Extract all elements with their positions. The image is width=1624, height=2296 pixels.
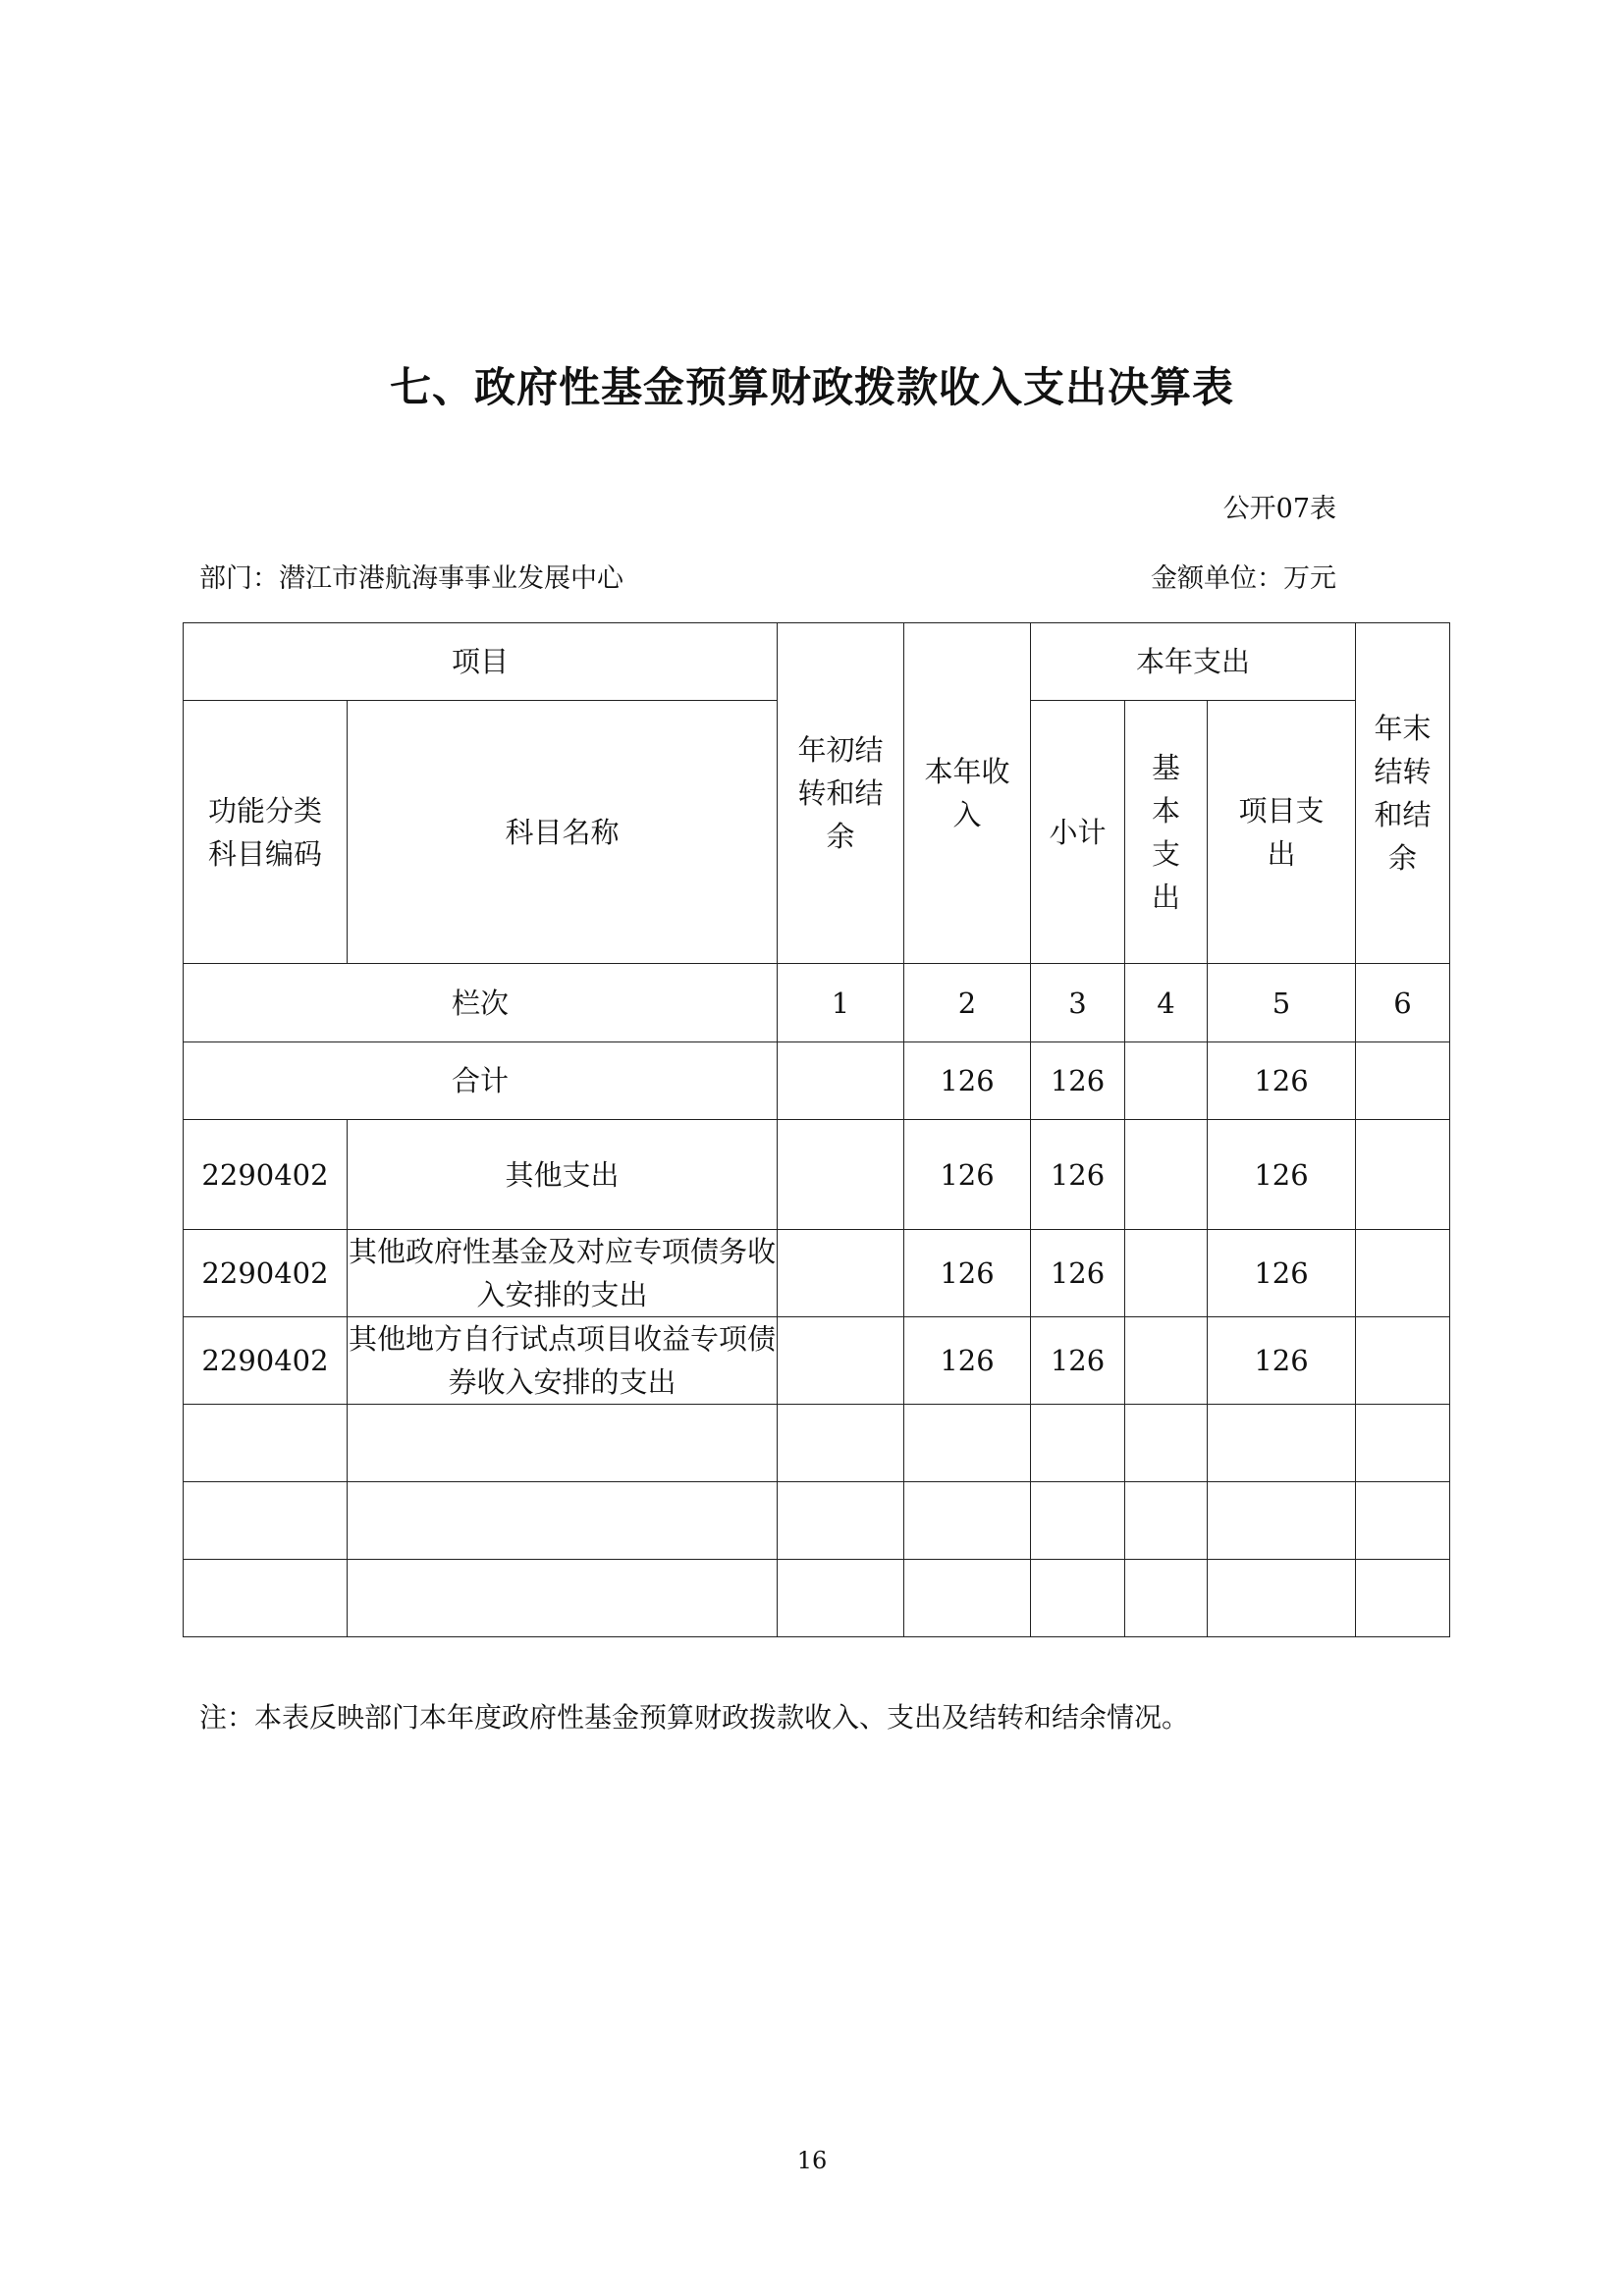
header-current-expense: 本年支出 xyxy=(1031,623,1356,701)
header-func-code-text: 功能分类科目编码 xyxy=(207,793,322,871)
header-row-1 xyxy=(184,623,1450,701)
row-income: 126 xyxy=(904,1317,1031,1405)
header-subject-name: 科目名称 xyxy=(348,701,778,964)
row-opening xyxy=(778,1230,904,1317)
final-accounts-table xyxy=(183,622,1450,1637)
row-closing xyxy=(1356,1230,1450,1317)
empty-row xyxy=(184,1482,1450,1560)
row-name: 其他政府性基金及对应专项债务收入安排的支出 xyxy=(348,1230,778,1317)
row-subtotal: 126 xyxy=(1031,1120,1125,1230)
form-number: 公开07表 xyxy=(1222,494,1336,524)
column-number: 3 xyxy=(1031,964,1125,1042)
column-number: 1 xyxy=(778,964,904,1042)
header-func-code xyxy=(184,701,348,964)
total-income: 126 xyxy=(904,1042,1031,1120)
header-opening-balance xyxy=(778,623,904,964)
column-number-row xyxy=(184,964,1450,1042)
row-opening xyxy=(778,1317,904,1405)
row-name: 其他支出 xyxy=(348,1120,778,1230)
header-basic-expense xyxy=(1125,701,1208,964)
row-income: 126 xyxy=(904,1120,1031,1230)
total-opening xyxy=(778,1042,904,1120)
empty-row xyxy=(184,1405,1450,1482)
header-closing-balance-text: 年末结转和结余 xyxy=(1374,712,1432,875)
row-income: 126 xyxy=(904,1230,1031,1317)
row-project: 126 xyxy=(1208,1120,1356,1230)
total-closing xyxy=(1356,1042,1450,1120)
row-project: 126 xyxy=(1208,1230,1356,1317)
total-label: 合计 xyxy=(184,1042,778,1120)
total-subtotal: 126 xyxy=(1031,1042,1125,1120)
column-number: 4 xyxy=(1125,964,1208,1042)
row-subtotal: 126 xyxy=(1031,1230,1125,1317)
header-project-expense xyxy=(1208,701,1356,964)
header-basic-expense-text: 基本支出 xyxy=(1152,750,1181,914)
column-number: 2 xyxy=(904,964,1031,1042)
row-closing xyxy=(1356,1317,1450,1405)
table-row xyxy=(184,1230,1450,1317)
table-row xyxy=(184,1317,1450,1405)
department-label: 部门：潜江市港航海事事业发展中心 xyxy=(199,563,623,594)
header-opening-balance-text: 年初结转和结余 xyxy=(797,733,884,853)
row-opening xyxy=(778,1120,904,1230)
total-basic xyxy=(1125,1042,1208,1120)
row-subtotal: 126 xyxy=(1031,1317,1125,1405)
page-title: 七、政府性基金预算财政拨款收入支出决算表 xyxy=(389,363,1234,411)
table-note: 注：本表反映部门本年度政府性基金预算财政拨款收入、支出及结转和结余情况。 xyxy=(199,1701,1190,1734)
row-basic xyxy=(1125,1317,1208,1405)
row-name: 其他地方自行试点项目收益专项债券收入安排的支出 xyxy=(348,1317,778,1405)
header-current-income-text: 本年收入 xyxy=(924,755,1010,831)
row-code: 2290402 xyxy=(184,1120,348,1230)
table-row xyxy=(184,1120,1450,1230)
row-basic xyxy=(1125,1230,1208,1317)
total-row xyxy=(184,1042,1450,1120)
header-project: 项目 xyxy=(184,623,778,701)
row-project: 126 xyxy=(1208,1317,1356,1405)
total-project: 126 xyxy=(1208,1042,1356,1120)
header-current-income xyxy=(904,623,1031,964)
header-project-expense-text: 项目支出 xyxy=(1238,793,1325,871)
column-row-label: 栏次 xyxy=(184,964,778,1042)
row-closing xyxy=(1356,1120,1450,1230)
empty-row xyxy=(184,1560,1450,1637)
page-number: 16 xyxy=(796,2147,828,2174)
column-number: 6 xyxy=(1356,964,1450,1042)
row-code: 2290402 xyxy=(184,1317,348,1405)
header-closing-balance xyxy=(1356,623,1450,964)
header-subtotal: 小计 xyxy=(1031,701,1125,964)
row-code: 2290402 xyxy=(184,1230,348,1317)
row-basic xyxy=(1125,1120,1208,1230)
column-number: 5 xyxy=(1208,964,1356,1042)
unit-label: 金额单位：万元 xyxy=(1151,563,1336,594)
